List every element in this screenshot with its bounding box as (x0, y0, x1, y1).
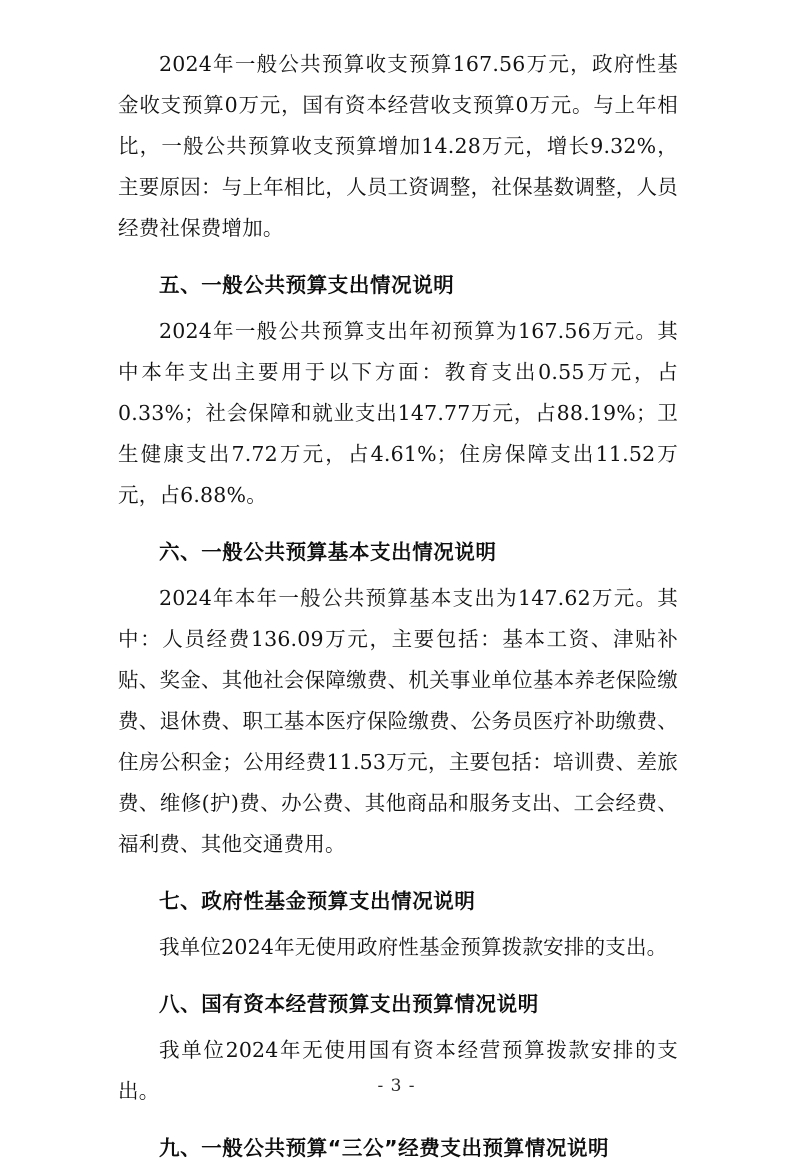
document-body (118, 44, 678, 1168)
paragraph-section-seven-body: 我单位2024年无使用政府性基金预算拨款安排的支出。 (159, 935, 668, 959)
heading-section-eight: 八、国有资本经营预算支出预算情况说明 (159, 992, 539, 1016)
paragraph-section-six-body: 2024年本年一般公共预算基本支出为147.62万元。其中：人员经费136.09万元，主要包括：基本工资、津贴补贴、奖金、其他社会保障缴费、机关事业单位基本养老保险缴费、退休费、职工基本医疗保险缴费、公务员医疗补助缴费、住房公积金；公用经费11.53万元，主要包括：培训费、差旅费、维修(护)费、办公费、其他商品和服务支出、工会经费、福利费、其他交通费用。 (118, 586, 678, 856)
paragraph-budget-revenue-overview: 2024年一般公共预算收支预算167.56万元，政府性基金收支预算0万元，国有资本经营收支预算0万元。与上年相比，一般公共预算收支预算增加14.28万元，增长9.32%，主要原因：与上年相比，人员工资调整，社保基数调整，人员经费社保费增加。 (118, 52, 678, 240)
page-number: - 3 - (377, 1076, 416, 1096)
heading-section-nine: 九、一般公共预算“三公”经费支出预算情况说明 (159, 1136, 610, 1160)
heading-section-seven: 七、政府性基金预算支出情况说明 (159, 889, 476, 913)
heading-section-five: 五、一般公共预算支出情况说明 (159, 273, 455, 297)
heading-section-six: 六、一般公共预算基本支出情况说明 (159, 540, 497, 564)
paragraph-section-five-body: 2024年一般公共预算支出年初预算为167.56万元。其中本年支出主要用于以下方面：教育支出0.55万元，占0.33%；社会保障和就业支出147.77万元，占88.19%；卫生健康支出7.72万元，占4.61%；住房保障支出11.52万元，占6.88%。 (118, 319, 678, 507)
paragraph-section-eight-body: 我单位2024年无使用国有资本经营预算拨款安排的支出。 (118, 1038, 678, 1103)
